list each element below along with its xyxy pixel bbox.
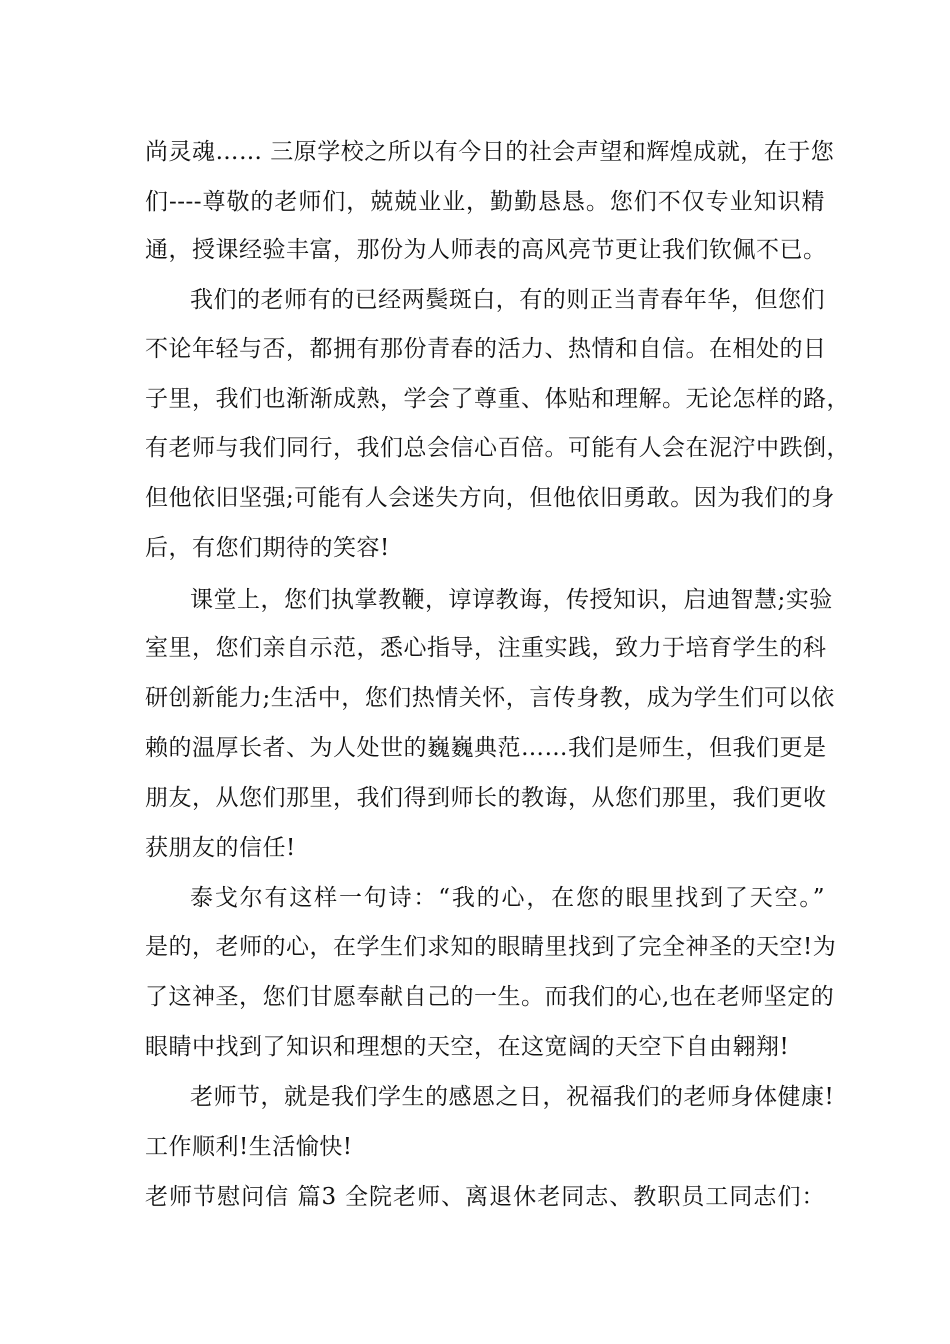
paragraph-first-line: 老师节，就是我们学生的感恩之日，祝福我们的老师身体健康! — [190, 1084, 835, 1110]
text-line: 不论年轻与否，都拥有那份青春的活力、热情和自信。在相处的日 — [145, 336, 827, 362]
text-line: 赖的温厚长者、为人处世的巍巍典范……我们是师生，但我们更是 — [145, 735, 827, 761]
paragraph-first-line: 课堂上，您们执掌教鞭，谆谆教诲，传授知识，启迪智慧;实验 — [190, 587, 833, 613]
text-line: 工作顺利!生活愉快! — [145, 1134, 353, 1160]
text-line: 子里，我们也渐渐成熟，学会了尊重、体贴和理解。无论怎样的路， — [145, 386, 850, 412]
text-line: 后，有您们期待的笑容! — [145, 535, 390, 561]
text-line: 通，授课经验丰富，那份为人师表的高风亮节更让我们钦佩不已。 — [145, 237, 827, 263]
paragraph-first-line: 泰戈尔有这样一句诗：“我的心，在您的眼里找到了天空。” — [190, 885, 825, 911]
text-line: 有老师与我们同行，我们总会信心百倍。可能有人会在泥泞中跌倒， — [145, 435, 850, 461]
section-heading-line: 老师节慰问信 篇3 全院老师、离退休老同志、教职员工同志们： — [145, 1184, 825, 1210]
text-line: 室里，您们亲自示范，悉心指导，注重实践，致力于培育学生的科 — [145, 635, 827, 661]
text-line: 们----尊敬的老师们，兢兢业业，勤勤恳恳。您们不仅专业知识精 — [145, 189, 825, 215]
text-line: 朋友，从您们那里，我们得到师长的教诲，从您们那里，我们更收 — [145, 785, 827, 811]
text-line: 但他依旧坚强;可能有人会迷失方向，但他依旧勇敢。因为我们的身 — [145, 485, 835, 511]
paragraph-first-line: 我们的老师有的已经两鬓斑白，有的则正当青春年华，但您们 — [190, 287, 825, 313]
text-line: 眼睛中找到了知识和理想的天空，在这宽阔的天空下自由翱翔! — [145, 1034, 790, 1060]
text-line: 获朋友的信任! — [145, 835, 296, 861]
text-line: 了这神圣，您们甘愿奉献自己的一生。而我们的心,也在老师坚定的 — [145, 984, 835, 1010]
text-line: 是的，老师的心，在学生们求知的眼睛里找到了完全神圣的天空!为 — [145, 934, 837, 960]
text-line: 研创新能力;生活中，您们热情关怀，言传身教，成为学生们可以依 — [145, 685, 835, 711]
text-line: 尚灵魂…… 三原学校之所以有今日的社会声望和辉煌成就，在于您 — [145, 139, 835, 165]
